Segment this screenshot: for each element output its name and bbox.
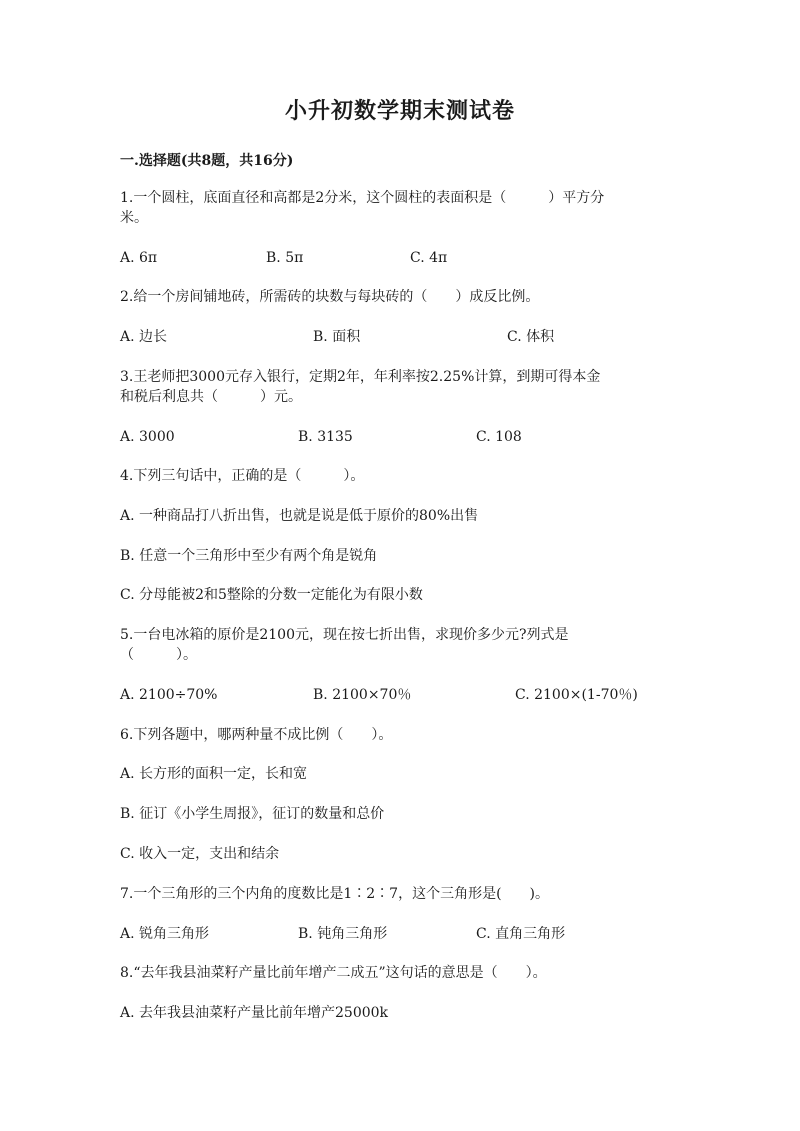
question-6-option-a: A. 长方形的面积一定，长和宽 [120, 766, 308, 782]
question-1-stem-line-1: 1.一个圆柱，底面直径和高都是2分米，这个圆柱的表面积是（ ）平方分 [120, 190, 605, 206]
question-5-stem-line-2: （ ）。 [120, 647, 197, 663]
option-b: B. 5π [266, 250, 304, 266]
question-6-stem-line-1: 6.下列各题中，哪两种量不成比例（ ）。 [120, 727, 393, 743]
question-4-option-b: B. 任意一个三角形中至少有两个角是锐角 [120, 548, 378, 564]
page-title: 小升初数学期末测试卷 [284, 98, 515, 124]
question-5-stem-line-1: 5.一台电冰箱的原价是2100元，现在按七折出售，求现价多少元?列式是 [120, 627, 569, 643]
option-c: C. 4π [410, 250, 448, 266]
question-6-option-c: C. 收入一定，支出和结余 [120, 846, 280, 862]
option-a: A. 锐角三角形 [120, 926, 210, 942]
question-7-stem-line-1: 7.一个三角形的三个内角的度数比是1∶2∶7，这个三角形是( )。 [120, 886, 550, 902]
question-8-stem-line-1: 8.“去年我县油菜籽产量比前年增产二成五”这句话的意思是（ ）。 [120, 965, 547, 981]
question-6-option-b: B. 征订《小学生周报》，征订的数量和总价 [120, 806, 385, 822]
option-c: C. 2100×(1-70％) [515, 687, 638, 703]
question-1-stem-line-2: 米。 [120, 210, 148, 226]
question-3-stem-line-2: 和税后利息共（ ）元。 [120, 389, 302, 405]
option-b: B. 钝角三角形 [298, 926, 388, 942]
option-c: C. 108 [476, 429, 522, 445]
option-c: C. 直角三角形 [476, 926, 566, 942]
option-b: B. 2100×70％ [313, 687, 412, 703]
question-4-stem-line-1: 4.下列三句话中，正确的是（ ）。 [120, 468, 365, 484]
option-b: B. 面积 [313, 329, 361, 345]
option-a: A. 2100÷70% [120, 687, 218, 703]
option-a: A. 3000 [120, 429, 175, 445]
question-2-stem-line-1: 2.给一个房间铺地砖，所需砖的块数与每块砖的（ ）成反比例。 [120, 289, 540, 305]
question-4-option-c: C. 分母能被2和5整除的分数一定能化为有限小数 [120, 587, 423, 603]
question-3-stem-line-1: 3.王老师把3000元存入银行，定期2年，年利率按2.25%计算，到期可得本金 [120, 369, 601, 385]
option-a: A. 6π [120, 250, 158, 266]
question-8-option-a: A. 去年我县油菜籽产量比前年增产25000k [120, 1005, 389, 1021]
option-b: B. 3135 [298, 429, 353, 445]
question-4-option-a: A. 一种商品打八折出售，也就是说是低于原价的80%出售 [120, 508, 479, 524]
option-c: C. 体积 [507, 329, 555, 345]
section-heading: 一.选择题(共8题，共16分) [120, 153, 294, 169]
option-a: A. 边长 [120, 329, 168, 345]
